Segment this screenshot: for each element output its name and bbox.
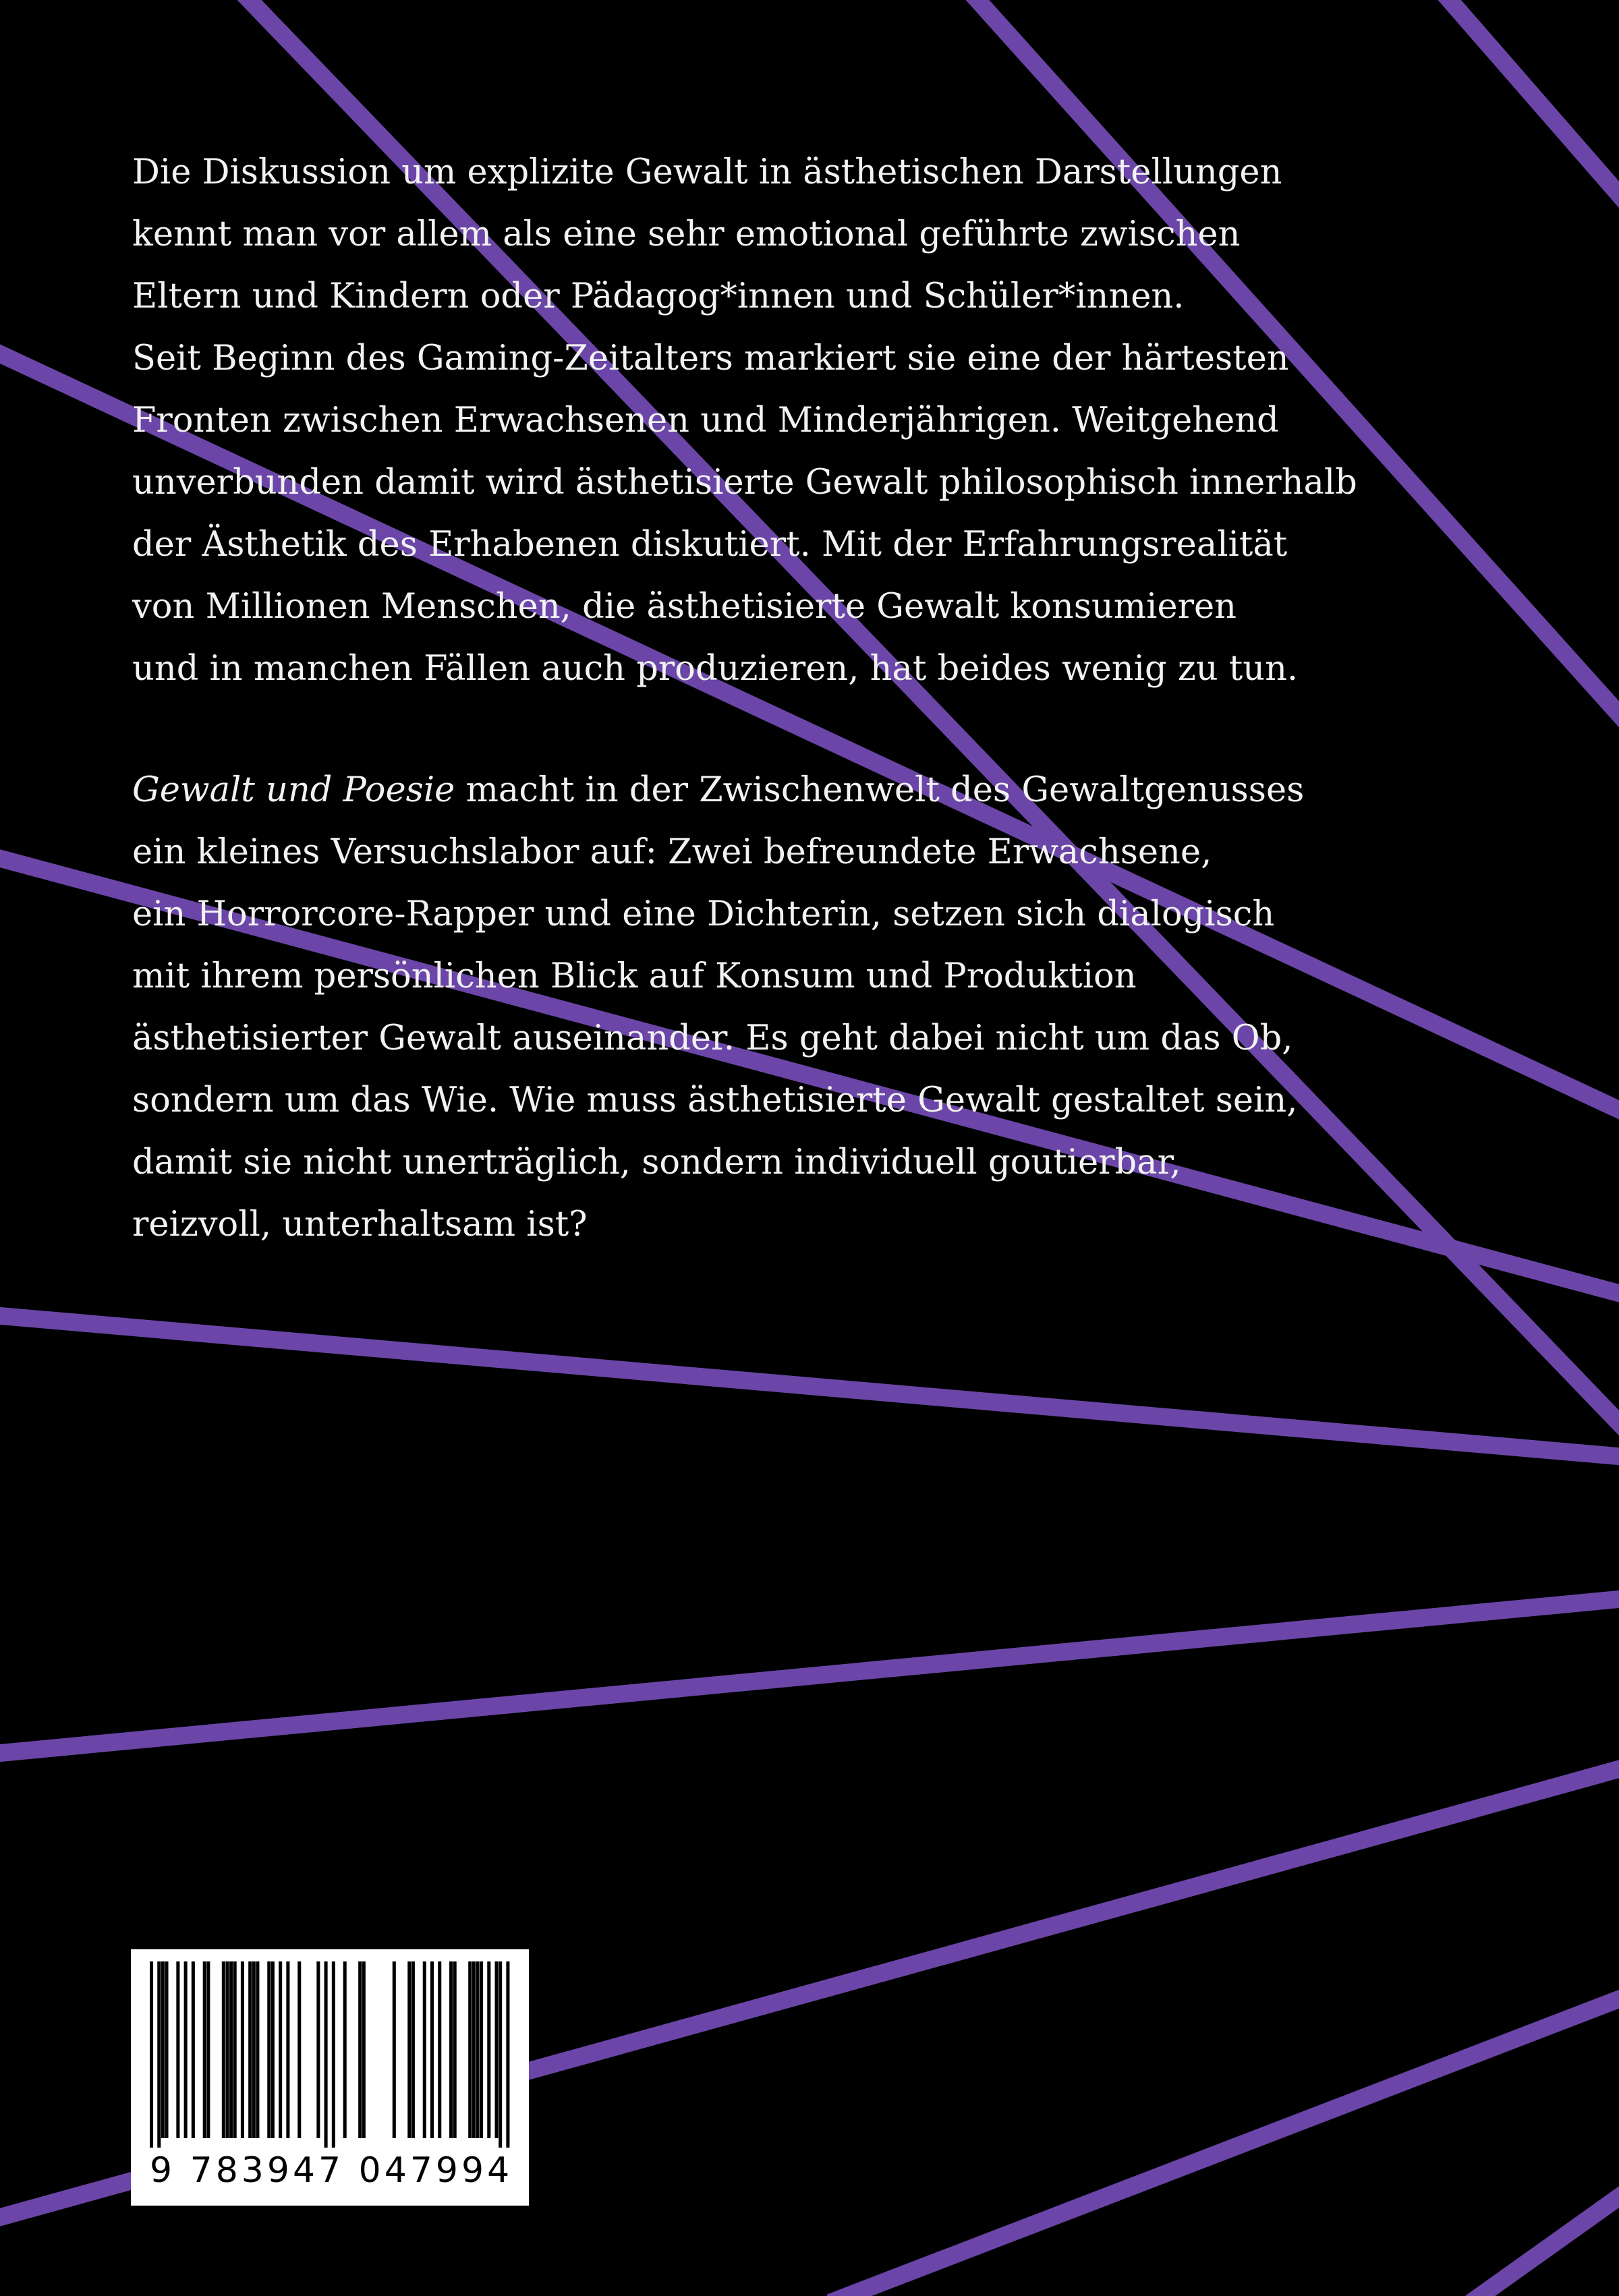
barcode-bar (203, 1961, 206, 2138)
barcode-bar (256, 1961, 259, 2138)
barcode-bar (423, 1961, 426, 2138)
barcode-bar (279, 1961, 282, 2138)
barcode-bar (480, 1961, 483, 2138)
barcode-bar (506, 1961, 509, 2148)
barcode-bar (233, 1961, 237, 2138)
blurb-line: der Ästhetik des Erhabenen diskutiert. Mit der Erfahrungsrealität (132, 525, 1288, 565)
blurb-line: ein Horrorcore-Rapper und eine Dichterin, setzen sich dialogisch (132, 894, 1275, 934)
purple-ray (0, 1315, 1619, 1457)
barcode-bar (206, 1961, 210, 2138)
barcode-bar (157, 1961, 161, 2148)
barcode-bar (411, 1961, 415, 2138)
barcode-bar (343, 1961, 347, 2138)
barcode-bar (184, 1961, 188, 2138)
purple-ray (1444, 0, 1619, 202)
barcode-bar (316, 1961, 320, 2138)
blurb-line: Fronten zwischen Erwachsenen und Minderjährigen. Weitgehend (132, 401, 1279, 440)
barcode-bar (229, 1961, 233, 2138)
barcode-bar (286, 1961, 289, 2138)
blurb-line-text: macht in der Zwischenwelt des Gewaltgenusses (455, 770, 1305, 810)
barcode-bar (176, 1961, 179, 2138)
blurb-line: ein kleines Versuchslabor auf: Zwei befreundete Erwachsene, (132, 832, 1212, 872)
blurb-paragraph-2 (132, 759, 1454, 1256)
blurb-line: Die Diskussion um explizite Gewalt in ästhetischen Darstellungen (132, 152, 1282, 192)
blurb-line: sondern um das Wie. Wie muss ästhetisierte Gewalt gestaltet sein, (132, 1081, 1298, 1120)
blurb-line: kennt man vor allem als eine sehr emotional geführte zwischen (132, 214, 1241, 254)
barcode-bar (241, 1961, 244, 2138)
blurb-line: ästhetisierter Gewalt auseinander. Es geht dabei nicht um das Ob, (132, 1018, 1293, 1058)
blurb-line: reizvoll, unterhaltsam ist? (132, 1205, 588, 1244)
purple-ray (830, 1997, 1619, 2296)
barcode-bar (495, 1961, 499, 2138)
barcode-bar (252, 1961, 256, 2138)
barcode-bar (430, 1961, 434, 2138)
barcode-bar (487, 1961, 490, 2138)
barcode-bar (324, 1961, 328, 2148)
purple-ray (0, 1599, 1619, 1754)
blurb-paragraph-1 (132, 142, 1454, 700)
blurb-line: von Millionen Menschen, die ästhetisierte Gewalt konsumieren (132, 587, 1237, 627)
book-title-italic: Gewalt und Poesie (132, 770, 455, 810)
blurb-line: Eltern und Kindern oder Pädagog*innen und Schüler*innen. (132, 277, 1185, 316)
blurb-line: mit ihrem persönlichen Blick auf Konsum und Produktion (132, 956, 1137, 996)
barcode-bars (150, 1961, 510, 2148)
isbn-number: 9 783947 047994 (150, 2150, 513, 2191)
barcode-bar (248, 1961, 252, 2138)
barcode-bar (161, 1961, 165, 2138)
barcode-bar (476, 1961, 479, 2138)
barcode-bar (472, 1961, 476, 2138)
purple-ray (1471, 2192, 1619, 2296)
barcode-bar (453, 1961, 457, 2138)
barcode-bar (449, 1961, 453, 2138)
barcode-bar (362, 1961, 366, 2138)
barcode-bar (393, 1961, 396, 2138)
barcode-bar (468, 1961, 472, 2138)
barcode-bar (438, 1961, 441, 2138)
blurb-line: damit sie nicht unerträglich, sondern individuell goutierbar, (132, 1143, 1181, 1182)
blurb-line (132, 759, 1454, 822)
barcode-bar (332, 1961, 335, 2148)
barcode-bar (358, 1961, 362, 2138)
barcode-bar (271, 1961, 275, 2138)
barcode-bar (407, 1961, 411, 2138)
barcode-bar (192, 1961, 195, 2138)
blurb-line: unverbunden damit wird ästhetisierte Gewalt philosophisch innerhalb (132, 463, 1357, 503)
blurb-line: und in manchen Fällen auch produzieren, hat beides wenig zu tun. (132, 649, 1299, 689)
barcode-bar (225, 1961, 229, 2138)
barcode-bar (499, 1961, 502, 2148)
barcode-bar (222, 1961, 225, 2138)
barcode-bar (150, 1961, 153, 2148)
barcode-bar (297, 1961, 301, 2138)
blurb-line: Seit Beginn des Gaming-Zeitalters markiert sie eine der härtesten (132, 339, 1289, 378)
barcode-bar (165, 1961, 168, 2138)
barcode-bar (267, 1961, 271, 2138)
isbn-barcode (131, 1949, 529, 2206)
